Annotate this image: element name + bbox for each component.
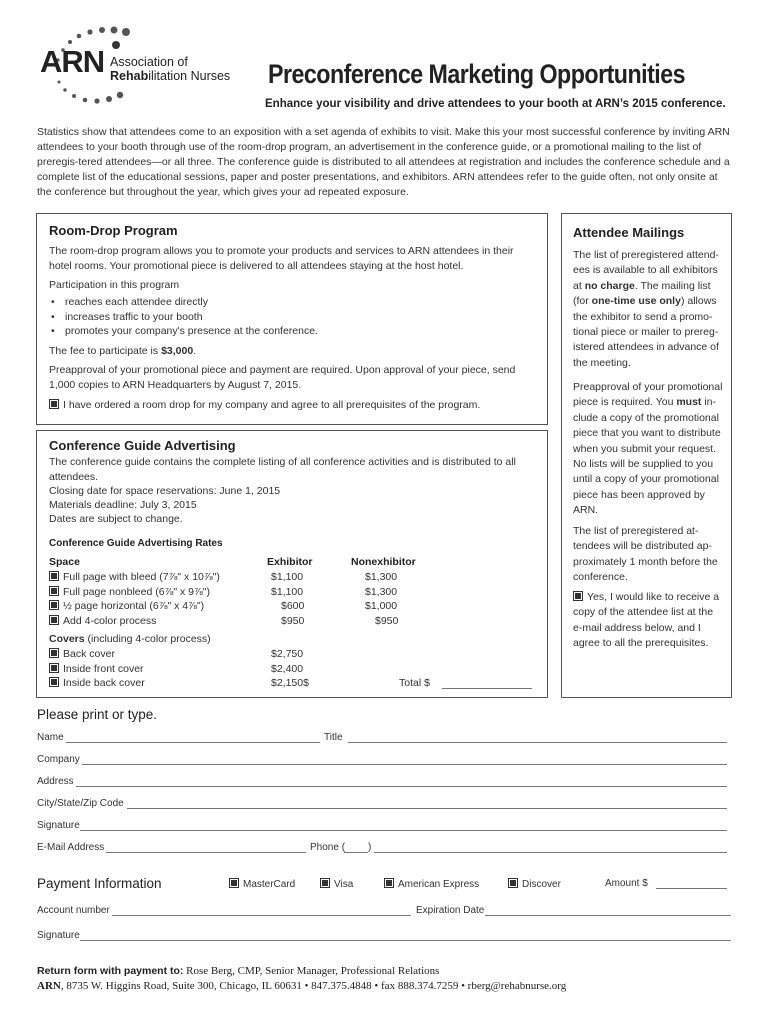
payment-visa[interactable]: Visa [320, 878, 353, 890]
payment-signature-label: Signature [37, 930, 80, 941]
table-row: Inside back cover $2,150$ Total $ [49, 676, 529, 691]
amount-label: Amount $ [605, 878, 648, 889]
mailings-para-2: Preapproval of your promotional piece is required. You must in-clude a copy of the promotional piece that you want to distribute when you submit your request. No lists will be supplied to you until a copy of your promotional piece has been approved by ARN. [573, 381, 723, 517]
payment-mastercard[interactable]: MasterCard [229, 878, 295, 890]
fee-text: The fee to participate is $3,000. [49, 345, 197, 357]
mastercard-checkbox[interactable] [229, 878, 239, 888]
org-address: ARN, 8735 W. Higgins Road, Suite 300, Chicago, IL 60631 • 847.375.4848 • fax 888.374.7259 • rberg@rehabnurse.org [37, 980, 567, 992]
form-heading: Please print or type. [37, 707, 158, 722]
account-label: Account number [37, 905, 110, 916]
room-drop-agree [49, 398, 480, 413]
cover-checkbox[interactable] [49, 648, 59, 658]
col-nonexhibitor: Nonexhibitor [351, 556, 416, 568]
amex-checkbox[interactable] [384, 878, 394, 888]
signature-field[interactable] [80, 819, 727, 831]
room-drop-box [36, 213, 548, 425]
logo-arn-text: ARN [40, 44, 105, 79]
mailings-para-3: The list of preregistered at-tendees will be distributed ap-proximately 1 month before the conference. [573, 525, 718, 584]
phone-area-field[interactable] [344, 841, 368, 853]
guide-desc: The conference guide contains the complete listing of all conference activities and is distributed to all attendees. [49, 456, 516, 483]
phone-field[interactable] [374, 841, 727, 853]
covers-table [49, 647, 529, 691]
title-label: Title [324, 732, 343, 743]
title-field[interactable] [348, 731, 727, 743]
table-row: Full page nonbleed (6⅞" x 9⅞") $1,100 $1,300 [49, 585, 529, 600]
room-drop-checkbox-label: I have ordered a room drop for my company and agree to all prerequisites of the program. [63, 399, 481, 411]
signature-label: Signature [37, 820, 80, 831]
participation-list [49, 295, 529, 339]
list-item: • promotes your company's presence at the conference. [49, 324, 529, 339]
col-space: Space [49, 556, 80, 568]
company-field[interactable] [82, 753, 727, 765]
mailings-para-1: The list of preregistered attend-ees is available to all exhibitors at no charge. The mailing list (for one-time use only) allows the exhibitor to send a promo-tional piece or mailer to prereg-istered attendees in advance of the meeting. [573, 249, 719, 369]
total-label: Total $ [399, 677, 430, 689]
attendee-mailings-box [561, 213, 732, 698]
rate-checkbox[interactable] [49, 571, 59, 581]
room-drop-desc: The room-drop program allows you to promote your products and services to ARN attendees in their hotel rooms. Your promotional piece is delivered to all attendees staying at the host hotel. [49, 245, 514, 272]
table-row: Full page with bleed (7⅞" x 10⅞") $1,100 $1,300 [49, 570, 529, 585]
page-title: Preconference Marketing Opportunities [268, 59, 686, 89]
room-drop-title: Room-Drop Program [49, 223, 178, 238]
address-field[interactable] [76, 775, 727, 787]
intro-paragraph: Statistics show that attendees come to an exposition with a set agenda of exhibits to visit. Make this your most successful conference by inviting ARN attendees to your booth through use of the room-drop program, an advertisement in the conference guide, or a promotional mailing to the list of preregis-tered attendees—or all three. The conference guide is distributed to all attendees at registration and includes the conference schedule and a complete list of the educational sessions, paper and poster presentations, and exhibitors. ARN attendees refer to the guide often, not only onsite at the conference but throughout the year, which gives your ad repeated exposure. [37, 126, 730, 198]
logo-line-1: Association of [110, 55, 188, 69]
table-row: Add 4-color process $950 $950 [49, 614, 529, 629]
visa-checkbox[interactable] [320, 878, 330, 888]
email-field[interactable] [106, 841, 306, 853]
logo-org-name [110, 55, 230, 83]
discover-checkbox[interactable] [508, 878, 518, 888]
room-drop-checkbox[interactable] [49, 399, 59, 409]
rates-title: Conference Guide Advertising Rates [49, 538, 223, 549]
payment-amex[interactable]: American Express [384, 878, 479, 890]
name-label: Name [37, 732, 64, 743]
participation-label: Participation in this program [49, 279, 180, 291]
rate-checkbox[interactable] [49, 600, 59, 610]
table-row: ½ page horizontal (6⅞" x 4⅞") $600 $1,000 [49, 599, 529, 614]
mailings-title: Attendee Mailings [573, 225, 685, 240]
return-line: Return form with payment to: Rose Berg, CMP, Senior Manager, Professional Relations [37, 965, 440, 977]
closing-date: Closing date for space reservations: June 1, 2015 [49, 485, 281, 497]
payment-signature-field[interactable] [80, 929, 731, 941]
payment-discover[interactable]: Discover [508, 878, 561, 890]
city-field[interactable] [127, 797, 727, 809]
guide-title: Conference Guide Advertising [49, 438, 236, 453]
account-field[interactable] [112, 904, 411, 916]
mailings-agree: Yes, I would like to receive a copy of the attendee list at the e-mail address below, and I agree to all the prerequisites. [573, 591, 720, 650]
address-label: Address [37, 776, 74, 787]
payment-heading: Payment Information [37, 876, 162, 891]
rate-checkbox[interactable] [49, 586, 59, 596]
table-row: Back cover $2,750 [49, 647, 529, 662]
page-subtitle: Enhance your visibility and drive attendees to your booth at ARN’s 2015 conference. [265, 98, 726, 110]
fee-amount: $3,000 [161, 345, 194, 357]
city-label: City/State/Zip Code [37, 798, 124, 809]
phone-paren: ) [368, 842, 372, 853]
email-label: E-Mail Address [37, 842, 105, 853]
total-field[interactable] [442, 676, 532, 689]
table-row: Inside front cover $2,400 [49, 662, 529, 677]
list-item: • increases traffic to your booth [49, 310, 529, 325]
mailing-list-checkbox[interactable] [573, 591, 583, 601]
dates-note: Dates are subject to change. [49, 513, 183, 525]
cover-checkbox[interactable] [49, 663, 59, 673]
conference-guide-box [36, 430, 548, 698]
logo-line-2: Rehabilitation Nurses [110, 69, 231, 83]
cover-checkbox[interactable] [49, 677, 59, 687]
rates-table [49, 570, 529, 628]
expiration-field[interactable] [485, 904, 731, 916]
amount-field[interactable] [656, 876, 727, 889]
expiration-label: Expiration Date [416, 905, 485, 916]
rate-checkbox[interactable] [49, 615, 59, 625]
materials-deadline: Materials deadline: July 3, 2015 [49, 499, 197, 511]
preapproval-text: Preapproval of your promotional piece and payment are required. Upon approval of your piece, send 1,000 copies to ARN Headquarters by August 7, 2015. [49, 364, 516, 391]
name-field[interactable] [66, 731, 320, 743]
phone-label: Phone ( [310, 842, 346, 853]
company-label: Company [37, 754, 80, 765]
col-exhibitor: Exhibitor [267, 556, 313, 568]
covers-heading: Covers (including 4-color process) [49, 633, 211, 645]
list-item: • reaches each attendee directly [49, 295, 529, 310]
